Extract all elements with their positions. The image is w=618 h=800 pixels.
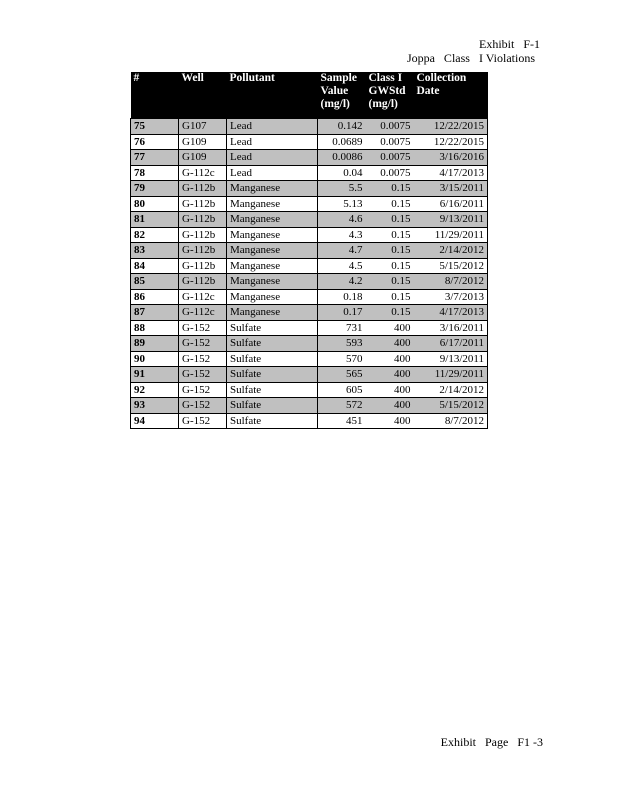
cell-pollutant: Manganese — [227, 196, 318, 212]
cell-sample-value: 593 — [318, 336, 366, 352]
document-subtitle: Joppa Class I Violations — [406, 51, 535, 65]
cell-class-std: 0.15 — [366, 274, 414, 290]
cell-collection-date: 5/15/2012 — [414, 398, 488, 414]
cell-collection-date: 9/13/2011 — [414, 351, 488, 367]
cell-sample-value: 0.04 — [318, 165, 366, 181]
table-row — [131, 243, 488, 259]
table-row — [131, 413, 488, 429]
table-row — [131, 336, 488, 352]
cell-pollutant: Manganese — [227, 212, 318, 228]
header-num: # — [131, 72, 179, 119]
cell-sample-value: 565 — [318, 367, 366, 383]
cell-num: 75 — [131, 119, 179, 135]
cell-collection-date: 11/29/2011 — [414, 227, 488, 243]
cell-num: 78 — [131, 165, 179, 181]
cell-num: 88 — [131, 320, 179, 336]
violations-table — [130, 72, 488, 429]
cell-class-std: 0.15 — [366, 181, 414, 197]
table-row — [131, 258, 488, 274]
cell-well: G-112c — [179, 289, 227, 305]
cell-sample-value: 0.0086 — [318, 150, 366, 166]
cell-collection-date: 12/22/2015 — [414, 119, 488, 135]
cell-sample-value: 0.0689 — [318, 134, 366, 150]
header-class-std: Class I GWStd (mg/l) — [366, 72, 414, 119]
cell-pollutant: Sulfate — [227, 351, 318, 367]
cell-class-std: 400 — [366, 367, 414, 383]
cell-well: G-152 — [179, 413, 227, 429]
cell-class-std: 0.15 — [366, 212, 414, 228]
cell-sample-value: 4.6 — [318, 212, 366, 228]
cell-collection-date: 9/13/2011 — [414, 212, 488, 228]
table-row — [131, 119, 488, 135]
cell-pollutant: Sulfate — [227, 367, 318, 383]
cell-sample-value: 4.2 — [318, 274, 366, 290]
header-sample-value: Sample Value (mg/l) — [318, 72, 366, 119]
cell-num: 81 — [131, 212, 179, 228]
cell-collection-date: 3/16/2011 — [414, 320, 488, 336]
cell-num: 87 — [131, 305, 179, 321]
cell-num: 93 — [131, 398, 179, 414]
header-well: Well — [179, 72, 227, 119]
cell-num: 85 — [131, 274, 179, 290]
cell-well: G109 — [179, 150, 227, 166]
page-footer: Exhibit Page F1 -3 — [440, 735, 543, 749]
cell-well: G-152 — [179, 382, 227, 398]
cell-class-std: 0.15 — [366, 243, 414, 259]
cell-collection-date: 3/7/2013 — [414, 289, 488, 305]
exhibit-title: Exhibit F-1 — [478, 37, 540, 51]
cell-num: 82 — [131, 227, 179, 243]
table-row — [131, 134, 488, 150]
cell-well: G107 — [179, 119, 227, 135]
cell-well: G-152 — [179, 351, 227, 367]
cell-class-std: 400 — [366, 336, 414, 352]
cell-class-std: 0.0075 — [366, 119, 414, 135]
cell-well: G109 — [179, 134, 227, 150]
cell-num: 80 — [131, 196, 179, 212]
cell-class-std: 0.15 — [366, 305, 414, 321]
cell-collection-date: 6/16/2011 — [414, 196, 488, 212]
cell-sample-value: 4.7 — [318, 243, 366, 259]
cell-sample-value: 572 — [318, 398, 366, 414]
cell-well: G-152 — [179, 367, 227, 383]
cell-num: 83 — [131, 243, 179, 259]
cell-collection-date: 12/22/2015 — [414, 134, 488, 150]
cell-pollutant: Manganese — [227, 274, 318, 290]
cell-pollutant: Sulfate — [227, 398, 318, 414]
cell-pollutant: Manganese — [227, 305, 318, 321]
table-body — [131, 119, 488, 429]
cell-pollutant: Manganese — [227, 258, 318, 274]
cell-num: 77 — [131, 150, 179, 166]
cell-pollutant: Manganese — [227, 227, 318, 243]
cell-well: G-152 — [179, 320, 227, 336]
cell-class-std: 0.15 — [366, 196, 414, 212]
cell-class-std: 0.15 — [366, 289, 414, 305]
cell-sample-value: 0.18 — [318, 289, 366, 305]
cell-class-std: 400 — [366, 351, 414, 367]
cell-pollutant: Manganese — [227, 243, 318, 259]
cell-well: G-112c — [179, 305, 227, 321]
cell-pollutant: Sulfate — [227, 320, 318, 336]
cell-collection-date: 4/17/2013 — [414, 305, 488, 321]
cell-num: 90 — [131, 351, 179, 367]
cell-class-std: 0.15 — [366, 258, 414, 274]
cell-pollutant: Lead — [227, 119, 318, 135]
cell-well: G-112b — [179, 212, 227, 228]
cell-class-std: 400 — [366, 398, 414, 414]
header-collection-date: Collection Date — [414, 72, 488, 119]
table-row — [131, 274, 488, 290]
header-pollutant: Pollutant — [227, 72, 318, 119]
cell-class-std: 400 — [366, 320, 414, 336]
cell-well: G-112b — [179, 181, 227, 197]
cell-sample-value: 731 — [318, 320, 366, 336]
cell-collection-date: 2/14/2012 — [414, 243, 488, 259]
cell-well: G-112b — [179, 227, 227, 243]
cell-sample-value: 5.5 — [318, 181, 366, 197]
cell-pollutant: Manganese — [227, 181, 318, 197]
table-row — [131, 196, 488, 212]
cell-pollutant: Sulfate — [227, 382, 318, 398]
table-header — [131, 72, 488, 119]
cell-collection-date: 11/29/2011 — [414, 367, 488, 383]
cell-collection-date: 2/14/2012 — [414, 382, 488, 398]
cell-pollutant: Lead — [227, 150, 318, 166]
table-row — [131, 367, 488, 383]
cell-num: 94 — [131, 413, 179, 429]
cell-well: G-112b — [179, 196, 227, 212]
cell-collection-date: 8/7/2012 — [414, 274, 488, 290]
table-row — [131, 305, 488, 321]
cell-sample-value: 4.3 — [318, 227, 366, 243]
cell-pollutant: Sulfate — [227, 413, 318, 429]
table-row — [131, 351, 488, 367]
cell-collection-date: 3/15/2011 — [414, 181, 488, 197]
cell-num: 92 — [131, 382, 179, 398]
cell-pollutant: Lead — [227, 134, 318, 150]
cell-sample-value: 0.17 — [318, 305, 366, 321]
cell-class-std: 400 — [366, 382, 414, 398]
cell-sample-value: 4.5 — [318, 258, 366, 274]
table-row — [131, 165, 488, 181]
cell-pollutant: Manganese — [227, 289, 318, 305]
table-row — [131, 227, 488, 243]
cell-sample-value: 0.142 — [318, 119, 366, 135]
table-row — [131, 398, 488, 414]
cell-num: 86 — [131, 289, 179, 305]
cell-pollutant: Lead — [227, 165, 318, 181]
cell-well: G-112b — [179, 274, 227, 290]
table-row — [131, 181, 488, 197]
cell-num: 91 — [131, 367, 179, 383]
table-row — [131, 289, 488, 305]
table-row — [131, 382, 488, 398]
cell-sample-value: 5.13 — [318, 196, 366, 212]
cell-collection-date: 3/16/2016 — [414, 150, 488, 166]
cell-class-std: 0.0075 — [366, 150, 414, 166]
cell-num: 84 — [131, 258, 179, 274]
cell-num: 76 — [131, 134, 179, 150]
cell-sample-value: 605 — [318, 382, 366, 398]
cell-num: 89 — [131, 336, 179, 352]
cell-class-std: 0.0075 — [366, 165, 414, 181]
cell-sample-value: 570 — [318, 351, 366, 367]
table-row — [131, 320, 488, 336]
cell-well: G-112c — [179, 165, 227, 181]
cell-well: G-152 — [179, 336, 227, 352]
cell-collection-date: 8/7/2012 — [414, 413, 488, 429]
cell-num: 79 — [131, 181, 179, 197]
cell-well: G-112b — [179, 258, 227, 274]
cell-collection-date: 5/15/2012 — [414, 258, 488, 274]
cell-well: G-152 — [179, 398, 227, 414]
cell-well: G-112b — [179, 243, 227, 259]
table-row — [131, 150, 488, 166]
cell-pollutant: Sulfate — [227, 336, 318, 352]
cell-collection-date: 6/17/2011 — [414, 336, 488, 352]
cell-class-std: 0.15 — [366, 227, 414, 243]
cell-class-std: 0.0075 — [366, 134, 414, 150]
table-row — [131, 212, 488, 228]
cell-sample-value: 451 — [318, 413, 366, 429]
cell-class-std: 400 — [366, 413, 414, 429]
cell-collection-date: 4/17/2013 — [414, 165, 488, 181]
